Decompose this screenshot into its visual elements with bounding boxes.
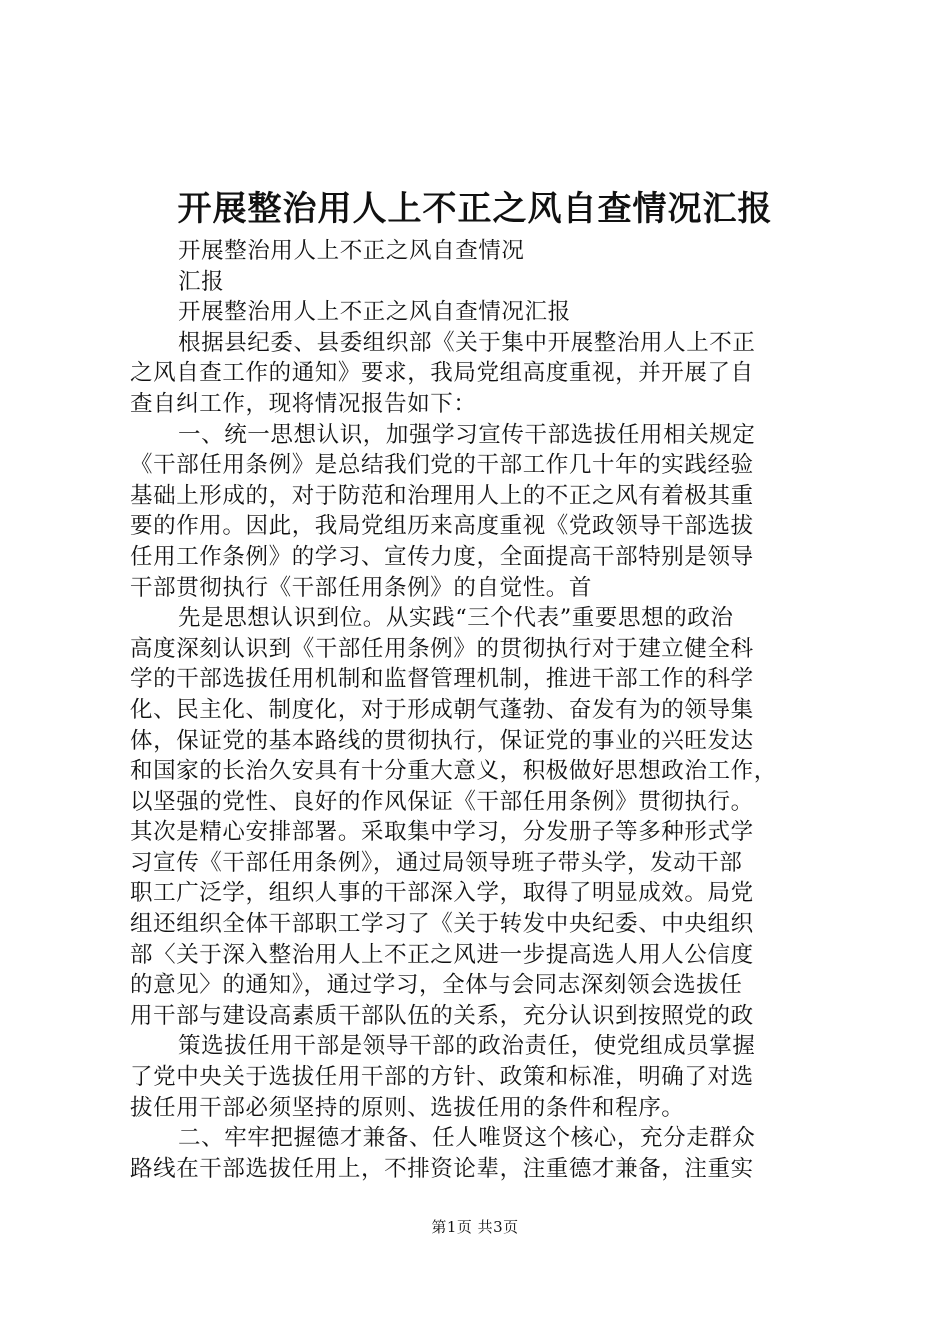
body-line: 任用工作条例》的学习、宣传力度，全面提高干部特别是领导 — [130, 543, 754, 570]
body-line: 以坚强的党性、良好的作风保证《干部任用条例》贯彻执行。 — [130, 788, 754, 815]
body-line: 习宣传《干部任用条例》，通过局领导班子带头学，发动干部 — [130, 849, 743, 876]
body-line: 二、牢牢把握德才兼备、任人唯贤这个核心，充分走群众 — [178, 1125, 756, 1152]
body-line: 化、民主化、制度化，对于形成朝气蓬勃、奋发有为的领导集 — [130, 696, 754, 723]
body-line: 开展整治用人上不正之风自查情况汇报 — [178, 299, 571, 326]
body-line: 体，保证党的基本路线的贯彻执行，保证党的事业的兴旺发达 — [130, 727, 754, 754]
body-line: 和国家的长治久安具有十分重大意义，积极做好思想政治工作， — [130, 758, 777, 785]
body-line: 了党中央关于选拔任用干部的方针、政策和标准，明确了对选 — [130, 1064, 754, 1091]
body-line: 学的干部选拔任用机制和监督管理机制，推进干部工作的科学 — [130, 666, 754, 693]
body-line: 组还组织全体干部职工学习了《关于转发中央纪委、中央组织 — [130, 911, 754, 938]
body-line: 其次是精心安排部署。采取集中学习，分发册子等多种形式学 — [130, 819, 754, 846]
body-line: 开展整治用人上不正之风自查情况 — [178, 238, 525, 264]
body-line: 职工广泛学，组织人事的干部深入学，取得了明显成效。局党 — [130, 880, 754, 907]
body-line: 路线在干部选拔任用上，不排资论辈，注重德才兼备，注重实 — [130, 1155, 754, 1182]
body-line: 拔任用干部必须坚持的原则、选拔任用的条件和程序。 — [130, 1094, 685, 1121]
body-line: 汇报 — [178, 268, 225, 295]
body-line: 的意见〉的通知》，通过学习，全体与会同志深刻领会选拔任 — [130, 972, 743, 999]
body-line: 一、统一思想认识，加强学习宣传干部选拔任用相关规定 — [178, 421, 756, 448]
document-body — [130, 236, 830, 1184]
body-line: 策选拔任用干部是领导干部的政治责任，使党组成员掌握 — [178, 1033, 756, 1060]
body-line: 干部贯彻执行《干部任用条例》的自觉性。首 — [130, 574, 593, 601]
body-line: 高度深刻认识到《干部任用条例》的贯彻执行对于建立健全科 — [130, 635, 754, 662]
body-line: 用干部与建设高素质干部队伍的关系，充分认识到按照党的政 — [130, 1002, 754, 1029]
body-line: 查自纠工作，现将情况报告如下： — [130, 390, 477, 417]
body-line: 部〈关于深入整治用人上不正之风进一步提高选人用人公信度 — [130, 941, 754, 968]
body-line: 先是思想认识到位。从实践“三个代表”重要思想的政治 — [178, 605, 734, 632]
page-footer: 第1页 共3页 — [431, 1218, 519, 1236]
body-line: 根据县纪委、县委组织部《关于集中开展整治用人上不正 — [178, 329, 756, 356]
body-line: 要的作用。因此，我局党组历来高度重视《党政领导干部选拔 — [130, 513, 754, 540]
body-line: 基础上形成的，对于防范和治理用人上的不正之风有着极其重 — [130, 482, 754, 509]
body-line: 之风自查工作的通知》要求，我局党组高度重视，并开展了自 — [130, 360, 754, 387]
body-line: 《干部任用条例》是总结我们党的干部工作几十年的实践经验 — [130, 452, 754, 479]
document-title: 开展整治用人上不正之风自查情况汇报 — [177, 189, 773, 229]
